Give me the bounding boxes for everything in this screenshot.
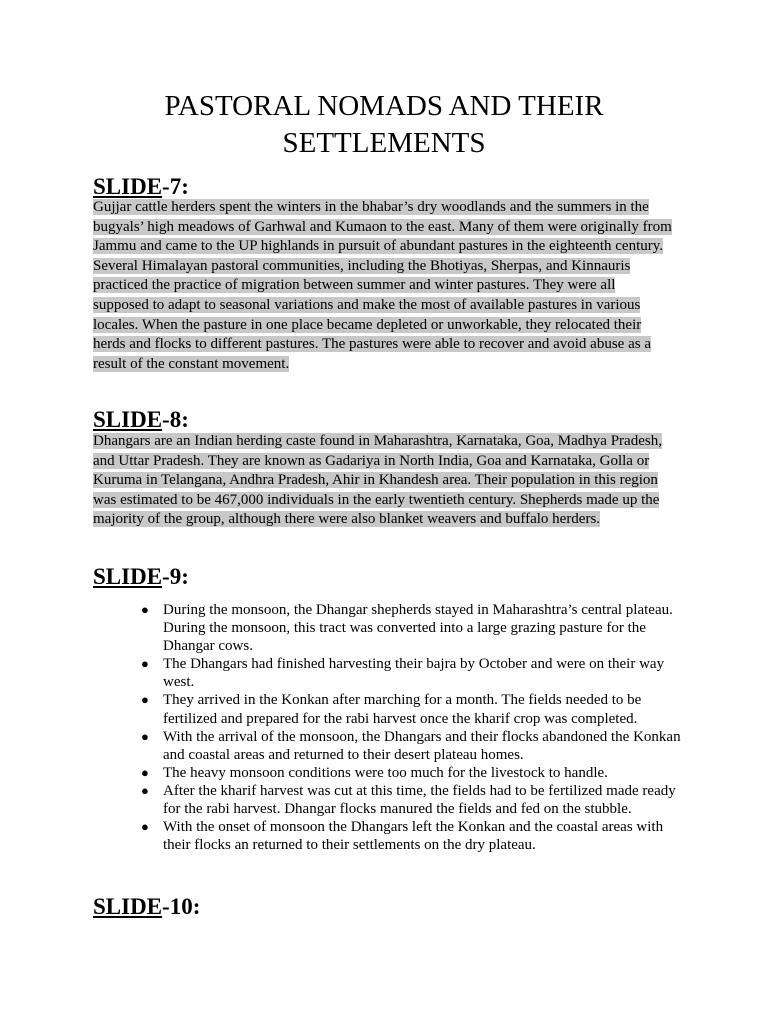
slide-7-paragraph	[93, 198, 673, 374]
bullet-icon: ●	[141, 819, 149, 835]
slide-10-heading-suffix: -10:	[162, 894, 201, 919]
list-item-text: After the kharif harvest was cut at this time, the fields had to be fertilized made ready for the rabi harvest. Dhangar flocks manured the fields and fed on the stubble.	[163, 782, 676, 818]
slide-9-heading-word: SLIDE	[93, 564, 163, 589]
bullet-icon: ●	[141, 728, 149, 744]
slide-7-heading	[93, 174, 189, 200]
slide-8-heading	[93, 407, 189, 433]
slide-8-heading-suffix: -8:	[162, 407, 189, 432]
bullet-icon: ●	[141, 692, 149, 708]
slide-7-heading-word: SLIDE	[93, 174, 163, 199]
list-item-text: The Dhangars had finished harvesting their bajra by October and were on their way west.	[163, 656, 665, 691]
slide-8-heading-word: SLIDE	[93, 407, 163, 432]
page-title	[60, 88, 708, 162]
bullet-icon: ●	[141, 764, 149, 780]
list-item-text: During the monsoon, the Dhangar shepherds stayed in Maharashtra’s central plateau. During the monsoon, this tract was converted into a large grazing pasture for the Dhangar cows.	[163, 602, 673, 655]
slide-10-heading-word: SLIDE	[93, 894, 163, 919]
list-item-text: With the arrival of the monsoon, the Dhangars and their flocks abandoned the Konkan and coastal areas and returned to their desert plateau homes.	[163, 728, 681, 763]
list-item	[93, 691, 683, 727]
bullet-icon: ●	[141, 602, 149, 617]
slide-9-bullet-list	[93, 601, 683, 854]
slide-9-heading	[93, 564, 189, 590]
list-item	[93, 601, 683, 655]
bullet-icon: ●	[141, 782, 149, 798]
slide-10-heading	[93, 894, 200, 920]
list-item-text: With the onset of monsoon the Dhangars left the Konkan and the coastal areas with their flocks an returned to their settlements on the dry plateau.	[163, 819, 664, 854]
list-item-text: The heavy monsoon conditions were too much for the livestock to handle.	[163, 764, 608, 781]
list-item	[93, 655, 683, 691]
list-item	[93, 782, 683, 818]
slide-7-paragraph-text: Gujjar cattle herders spent the winters in the bhabar’s dry woodlands and the summers in the bugyals’ high meadows of Garhwal and Kumaon to the east. Many of them were originally from Jammu and came to the UP highlands in pursuit of abundant pastures in the eighteenth century. Several Himalayan pastoral communities, including the Bhotiyas, Sherpas, and Kinnauris practiced the practice of migration between summer and winter pastures. They were all supposed to adapt to seasonal variations and make the most of available pastures in various locales. When the pasture in one place became depleted or unworkable, they relocated their herds and flocks to different pastures. The pastures were able to recover and avoid abuse as a result of the constant movement.	[93, 199, 672, 372]
slide-9-heading-suffix: -9:	[162, 564, 189, 589]
slide-7-heading-suffix: -7:	[162, 174, 189, 199]
list-item	[93, 764, 683, 782]
slide-8-paragraph-text: Dhangars are an Indian herding caste found in Maharashtra, Karnataka, Goa, Madhya Pradesh, and Uttar Pradesh. They are known as Gadariya in North India, Goa and Karnataka, Golla or Kuruma in Telangana, Andhra Pradesh, Ahir in Khandesh area. Their population in this region was estimated to be 467,000 individuals in the early twentieth century. Shepherds made up the majority of the group, although there were also blanket weavers and buffalo herders.	[93, 433, 662, 528]
list-item	[93, 728, 683, 764]
list-item-text: They arrived in the Konkan after marching for a month. The fields needed to be fertilized and prepared for the rabi harvest once the kharif crop was completed.	[163, 692, 642, 727]
slide-8-paragraph	[93, 432, 673, 530]
bullet-icon: ●	[141, 656, 149, 672]
page-title-line-1: PASTORAL NOMADS AND THEIR	[164, 90, 604, 122]
page-title-line-2: SETTLEMENTS	[282, 127, 486, 159]
list-item	[93, 818, 683, 854]
